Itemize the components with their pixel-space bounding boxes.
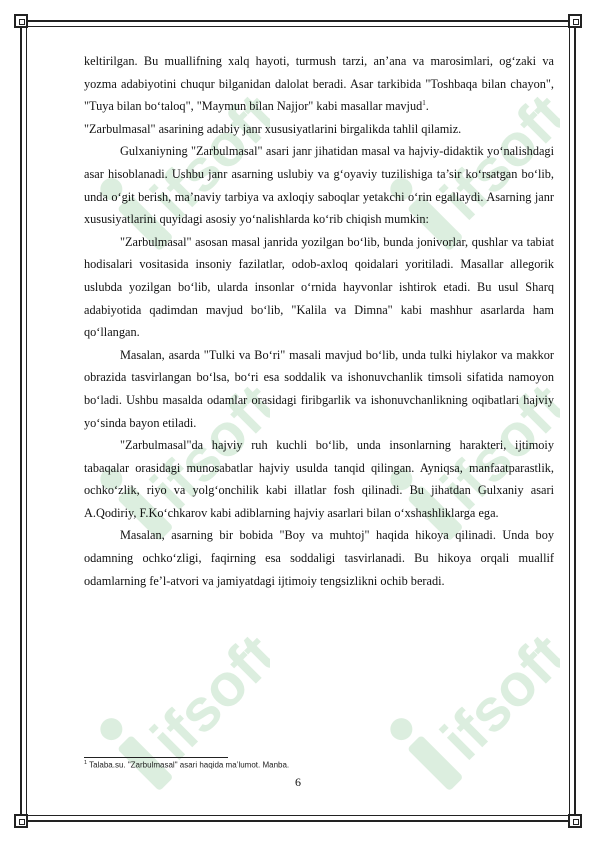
footnote-ref[interactable]: 1 bbox=[422, 99, 426, 108]
watermark-text: ifsoft bbox=[138, 371, 270, 523]
paragraph: "Zarbulmasal"da hajviy ruh kuchli bo‘lib, unda insonlarning harakteri, ijtimoiy tabaqalar orasidagi munosabatlar hajviy usulda tanqid qilingan. Ayniqsa, manfaatparastlik, ochko‘zlik, riyo va yolg‘onchilik kabi illatlar fosh qilinadi. Bu jihatdan Gulxaniy asari A.Qodiriy, F.Ko‘chkarov kabi adiblarning hajviy asarlari bilan o‘xshashliklarga ega. bbox=[84, 438, 554, 520]
border-corner-bottom-right bbox=[568, 814, 582, 828]
footnote-separator bbox=[84, 757, 228, 758]
watermark-text: ifsoft bbox=[428, 621, 560, 773]
paragraph: Masalan, asarning bir bobida "Boy va muhtoj" haqida hikoya qilinadi. Unda boy odamning ochko‘zligi, faqirning esa soddaligi tasvirlanadi. Bu hikoya orqali muallif odamlarning fe’l-atvori va jamiyatdagi ijtimoiy tengsizlikni ochib beradi. bbox=[84, 528, 554, 588]
page-number: 6 bbox=[295, 775, 301, 789]
watermark-text: ifsoft bbox=[428, 371, 560, 523]
watermark-text: ifsoft bbox=[428, 81, 560, 233]
watermark-text: ifsoft bbox=[138, 621, 270, 773]
footnote bbox=[84, 760, 289, 770]
footnote-text: Talaba.su. "Zarbulmasal" asari haqida ma’lumot. Manba. bbox=[87, 760, 290, 770]
paragraph: "Zarbulmasal" asarining adabiy janr xususiyatlarini birgalikda tahlil qilamiz. bbox=[84, 121, 462, 136]
watermark-text: ifsoft bbox=[138, 81, 270, 233]
border-corner-top-right bbox=[568, 14, 582, 28]
paragraph: keltirilgan. Bu muallifning xalq hayoti, turmush tarzi, an’ana va marosimlari, og‘zaki va yozma adabiyotini chuqur bilganidan dalolat beradi. Asar tarkibida "Toshbaqa bilan chayon", "Tuya bilan bo‘taloq", "Maymun bilan Najjor" kabi masallar mavjud$^1$. bbox=[84, 54, 554, 114]
footnote-mark: 1 bbox=[84, 760, 88, 766]
border-corner-bottom-left bbox=[14, 814, 28, 828]
paragraph: Gulxaniyning "Zarbulmasal" asari janr jihatidan masal va hajviy-didaktik yo‘nalishdagi asar hisoblanadi. Ushbu janr asarning uslubiy va g‘oyaviy tuzilishiga ta’sir ko‘rsatgan bo‘lib, unda o‘git berish, ma’naviy tarbiya va axloqiy saboqlar yetakchi o‘rin egallaydi. Asarning janr xususiyatlarini quyidagi asosiy yo‘nalishlarda ko‘rib chiqish mumkin: bbox=[84, 144, 554, 227]
body-text bbox=[84, 50, 554, 592]
paragraph: Masalan, asarda "Tulki va Bo‘ri" masali mavjud bo‘lib, unda tulki hiylakor va makkor obrazida tasvirlangan bo‘lsa, bo‘ri esa soddalik va ishonuvchanlik timsoli sifatida namoyon bo‘ladi. Ushbu masalda odamlar orasidagi firibgarlik va ishonuvchanlikning oqibatlari hajviy yo‘sinda bayon etiladi. bbox=[84, 347, 554, 430]
border-corner-top-left bbox=[14, 14, 28, 28]
paragraph: "Zarbulmasal" asosan masal janrida yozilgan bo‘lib, bunda jonivorlar, qushlar va tabiat hodisalari vositasida insoniy fazilatlar, odob-axloq qoidalari yoritiladi. Masallar allegorik uslubda yozilgan bo‘lib, ularda insonlar o‘rnida hayvonlar ishtirok etadi. Bu usul Sharq adabiyotida qadimdan mavjud bo‘lib, "Kalila va Dimna" kabi mashhur asarlarda ham qo‘llangan. bbox=[84, 234, 554, 340]
